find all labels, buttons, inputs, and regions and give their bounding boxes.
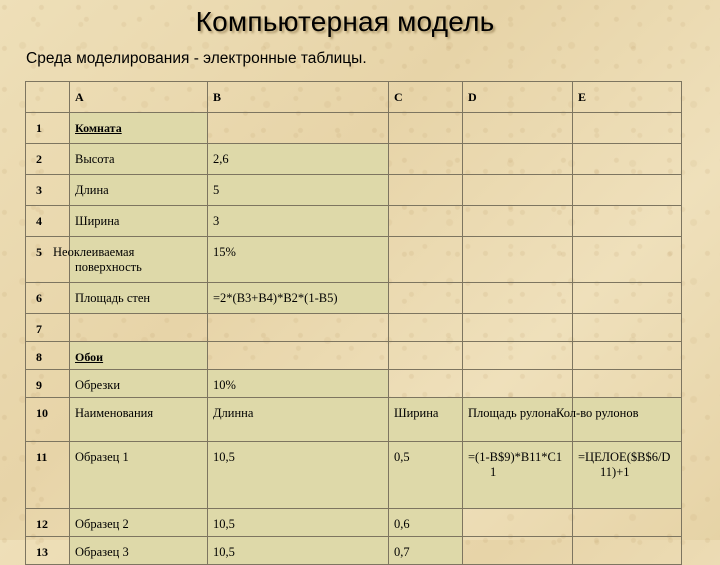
row-number: 6	[26, 283, 70, 314]
table-row	[26, 398, 682, 442]
row-number: 9	[26, 370, 70, 398]
row-number: 12	[26, 509, 70, 537]
cell-d4	[463, 206, 573, 237]
cell-c1	[389, 113, 463, 144]
slide-title: Компьютерная модель	[195, 6, 495, 37]
corner-cell	[26, 82, 70, 113]
cell-a5: Неоклеиваемая поверхность	[70, 237, 208, 283]
section-heading-room: Комната	[75, 121, 122, 135]
column-header-b: B	[208, 82, 389, 113]
cell-b5: 15%	[208, 237, 389, 283]
cell-d12	[463, 509, 573, 537]
table-row	[26, 113, 682, 144]
table-row	[26, 144, 682, 175]
cell-a13: Образец 3	[70, 537, 208, 565]
cell-a4: Ширина	[70, 206, 208, 237]
cell-a10: Наименования	[70, 398, 208, 442]
cell-e5	[573, 237, 682, 283]
cell-b1	[208, 113, 389, 144]
cell-b2: 2,6	[208, 144, 389, 175]
cell-a11: Образец 1	[70, 442, 208, 509]
table-row	[26, 283, 682, 314]
cell-d5	[463, 237, 573, 283]
column-header-e: E	[573, 82, 682, 113]
spreadsheet-table	[25, 81, 682, 565]
cell-c4	[389, 206, 463, 237]
table-row	[26, 537, 682, 565]
cell-b6: =2*(B3+B4)*B2*(1-B5)	[208, 283, 389, 314]
cell-d3	[463, 175, 573, 206]
section-heading-wallpaper: Обои	[75, 350, 104, 364]
cell-e11	[573, 442, 682, 509]
cell-b8	[208, 342, 389, 370]
cell-a9: Обрезки	[70, 370, 208, 398]
cell-e2	[573, 144, 682, 175]
table-row	[26, 237, 682, 283]
table-row	[26, 370, 682, 398]
cell-e10: Кол-во рулонов	[573, 398, 682, 442]
cell-b7	[208, 314, 389, 342]
cell-e8	[573, 342, 682, 370]
cell-c12: 0,6	[389, 509, 463, 537]
cell-d11	[463, 442, 573, 509]
cell-d8	[463, 342, 573, 370]
cell-c11: 0,5	[389, 442, 463, 509]
cell-b11: 10,5	[208, 442, 389, 509]
cell-c5	[389, 237, 463, 283]
cell-e9	[573, 370, 682, 398]
cell-c3	[389, 175, 463, 206]
column-header-a: A	[70, 82, 208, 113]
formula-roll-count: =ЦЕЛОЕ($B$6/D11)+1	[578, 450, 671, 480]
cell-c13: 0,7	[389, 537, 463, 565]
cell-c9	[389, 370, 463, 398]
cell-b9: 10%	[208, 370, 389, 398]
cell-b10: Длинна	[208, 398, 389, 442]
cell-a7	[70, 314, 208, 342]
cell-c2	[389, 144, 463, 175]
row-number: 13	[26, 537, 70, 565]
cell-d6	[463, 283, 573, 314]
cell-b4: 3	[208, 206, 389, 237]
cell-c10: Ширина	[389, 398, 463, 442]
cell-b3: 5	[208, 175, 389, 206]
cell-d1	[463, 113, 573, 144]
cell-d9	[463, 370, 573, 398]
row-number: 11	[26, 442, 70, 509]
cell-a3: Длина	[70, 175, 208, 206]
cell-b12: 10,5	[208, 509, 389, 537]
cell-a8	[70, 342, 208, 370]
cell-a1	[70, 113, 208, 144]
cell-c8	[389, 342, 463, 370]
cell-e13	[573, 537, 682, 565]
table-row	[26, 314, 682, 342]
table-row	[26, 175, 682, 206]
cell-a12: Образец 2	[70, 509, 208, 537]
table-row	[26, 442, 682, 509]
cell-a6: Площадь стен	[70, 283, 208, 314]
cell-e12	[573, 509, 682, 537]
row-number: 4	[26, 206, 70, 237]
cell-d10: Площадь рулона	[463, 398, 573, 442]
cell-e1	[573, 113, 682, 144]
row-number: 8	[26, 342, 70, 370]
cell-e3	[573, 175, 682, 206]
slide-subtitle: Среда моделирования - электронные таблицы.	[26, 50, 367, 67]
cell-e6	[573, 283, 682, 314]
cell-d13	[463, 537, 573, 565]
cell-d7	[463, 314, 573, 342]
table-row	[26, 206, 682, 237]
cell-c6	[389, 283, 463, 314]
table-row	[26, 342, 682, 370]
cell-e7	[573, 314, 682, 342]
row-number: 3	[26, 175, 70, 206]
row-number: 1	[26, 113, 70, 144]
row-number: 5	[26, 237, 70, 283]
column-header-row	[26, 82, 682, 113]
row-number: 2	[26, 144, 70, 175]
row-number: 10	[26, 398, 70, 442]
column-header-d: D	[463, 82, 573, 113]
cell-b13: 10,5	[208, 537, 389, 565]
row-number: 7	[26, 314, 70, 342]
table-row	[26, 509, 682, 537]
cell-a2: Высота	[70, 144, 208, 175]
cell-c7	[389, 314, 463, 342]
formula-roll-area: =(1-B$9)*B11*C11	[468, 450, 563, 480]
cell-d2	[463, 144, 573, 175]
column-header-c: C	[389, 82, 463, 113]
cell-e4	[573, 206, 682, 237]
